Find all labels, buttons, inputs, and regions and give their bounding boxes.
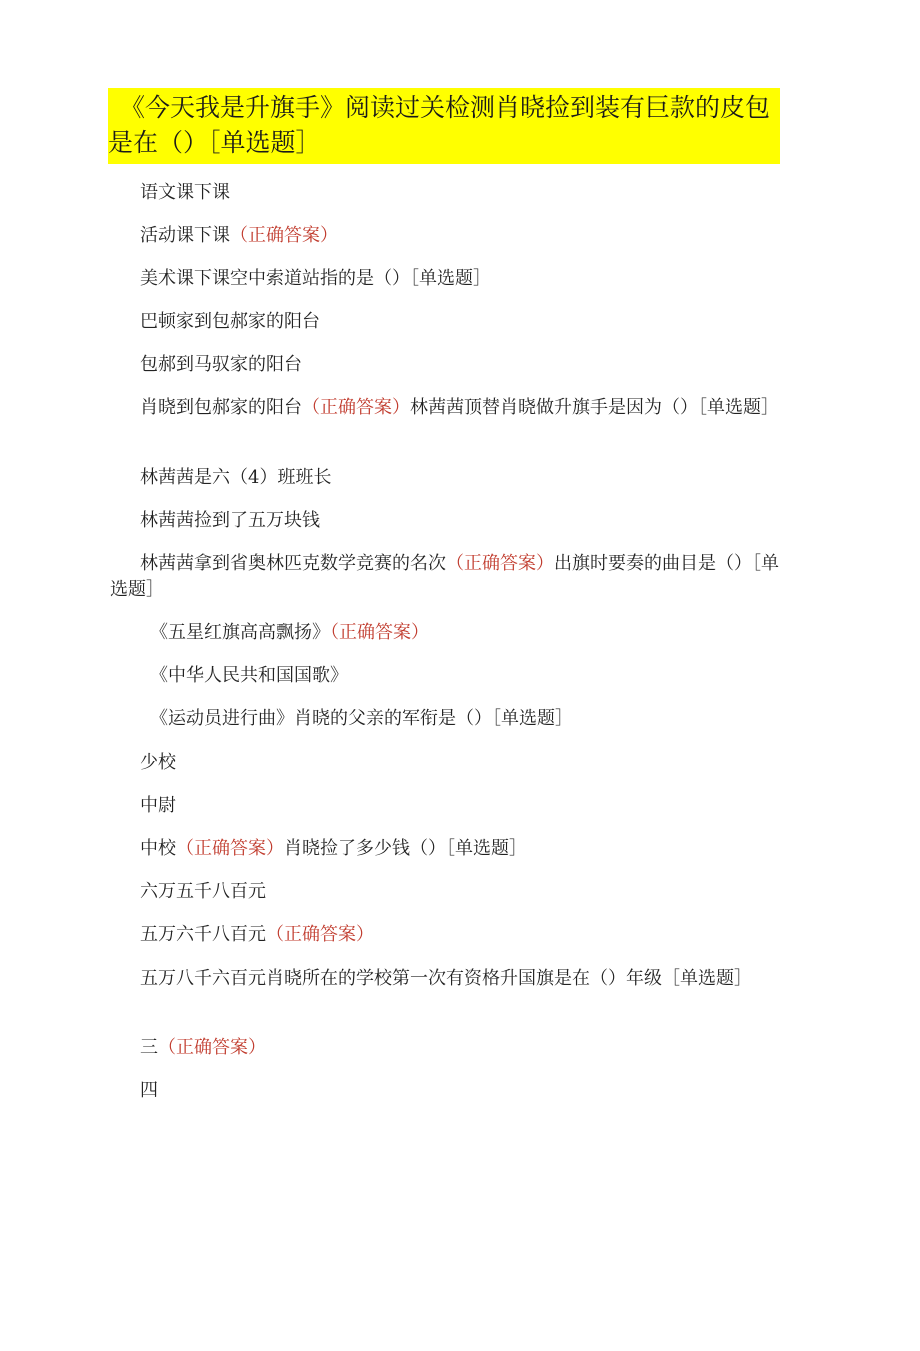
option-text: 中校: [140, 838, 176, 859]
question-text: 美术课下课空中索道站指的是（）［单选题］: [140, 268, 491, 289]
option-text: 活动课下课: [140, 225, 230, 246]
option-text: 少校: [140, 752, 176, 773]
option-text: 《中华人民共和国国歌》: [150, 665, 348, 686]
correct-answer-mark: （正确答案）: [330, 622, 429, 643]
option-question-line: 《运动员进行曲》肖晓的父亲的军衔是（）［单选题］: [150, 708, 573, 729]
correct-answer-mark: （正确答案）: [302, 397, 410, 418]
option-text: 巴顿家到包郝家的阳台: [140, 311, 320, 332]
option-line: [140, 1035, 266, 1061]
correct-answer-mark: （正确答案）: [230, 225, 338, 246]
correct-answer-mark: （正确答案）: [176, 838, 284, 859]
correct-answer-mark: （正确答案）: [266, 924, 374, 945]
question-text: 林茜茜顶替肖晓做升旗手是因为（）［单选题］: [410, 397, 779, 418]
option-line: [140, 223, 338, 249]
option-text: 林茜茜是六（4）班班长: [140, 467, 332, 488]
option-text: 《五星红旗高高飘扬》: [150, 622, 330, 643]
document-title: 《今天我是升旗手》阅读过关检测肖晓捡到装有巨款的皮包是在（）［单选题］: [108, 88, 780, 164]
option-text: 包郝到马驭家的阳台: [140, 354, 302, 375]
question-text: 肖晓捡了多少钱（）［单选题］: [284, 838, 527, 859]
option-text: 肖晓到包郝家的阳台: [140, 397, 302, 418]
option-text: 林茜茜拿到省奥林匹克数学竞赛的名次: [140, 553, 446, 574]
option-question-paragraph: [110, 551, 780, 603]
correct-answer-mark: （正确答案）: [158, 1037, 266, 1058]
option-text: 五万六千八百元: [140, 924, 266, 945]
option-text: 三: [140, 1037, 158, 1058]
option-line: [140, 836, 527, 862]
option-question-paragraph: [110, 395, 780, 421]
option-text: 四: [140, 1080, 158, 1101]
option-text: 语文课下课: [140, 182, 230, 203]
option-line: [150, 620, 429, 646]
option-line: [140, 922, 374, 948]
option-text: 六万五千八百元: [140, 881, 266, 902]
option-question-paragraph: 五万八千六百元肖晓所在的学校第一次有资格升国旗是在（）年级［单选题］: [140, 968, 752, 989]
option-text: 中尉: [140, 795, 176, 816]
question-text: 出旗时要奏的曲目是（）［单选题］: [110, 553, 779, 600]
option-text: 林茜茜捡到了五万块钱: [140, 510, 320, 531]
correct-answer-mark: （正确答案）: [446, 553, 554, 574]
